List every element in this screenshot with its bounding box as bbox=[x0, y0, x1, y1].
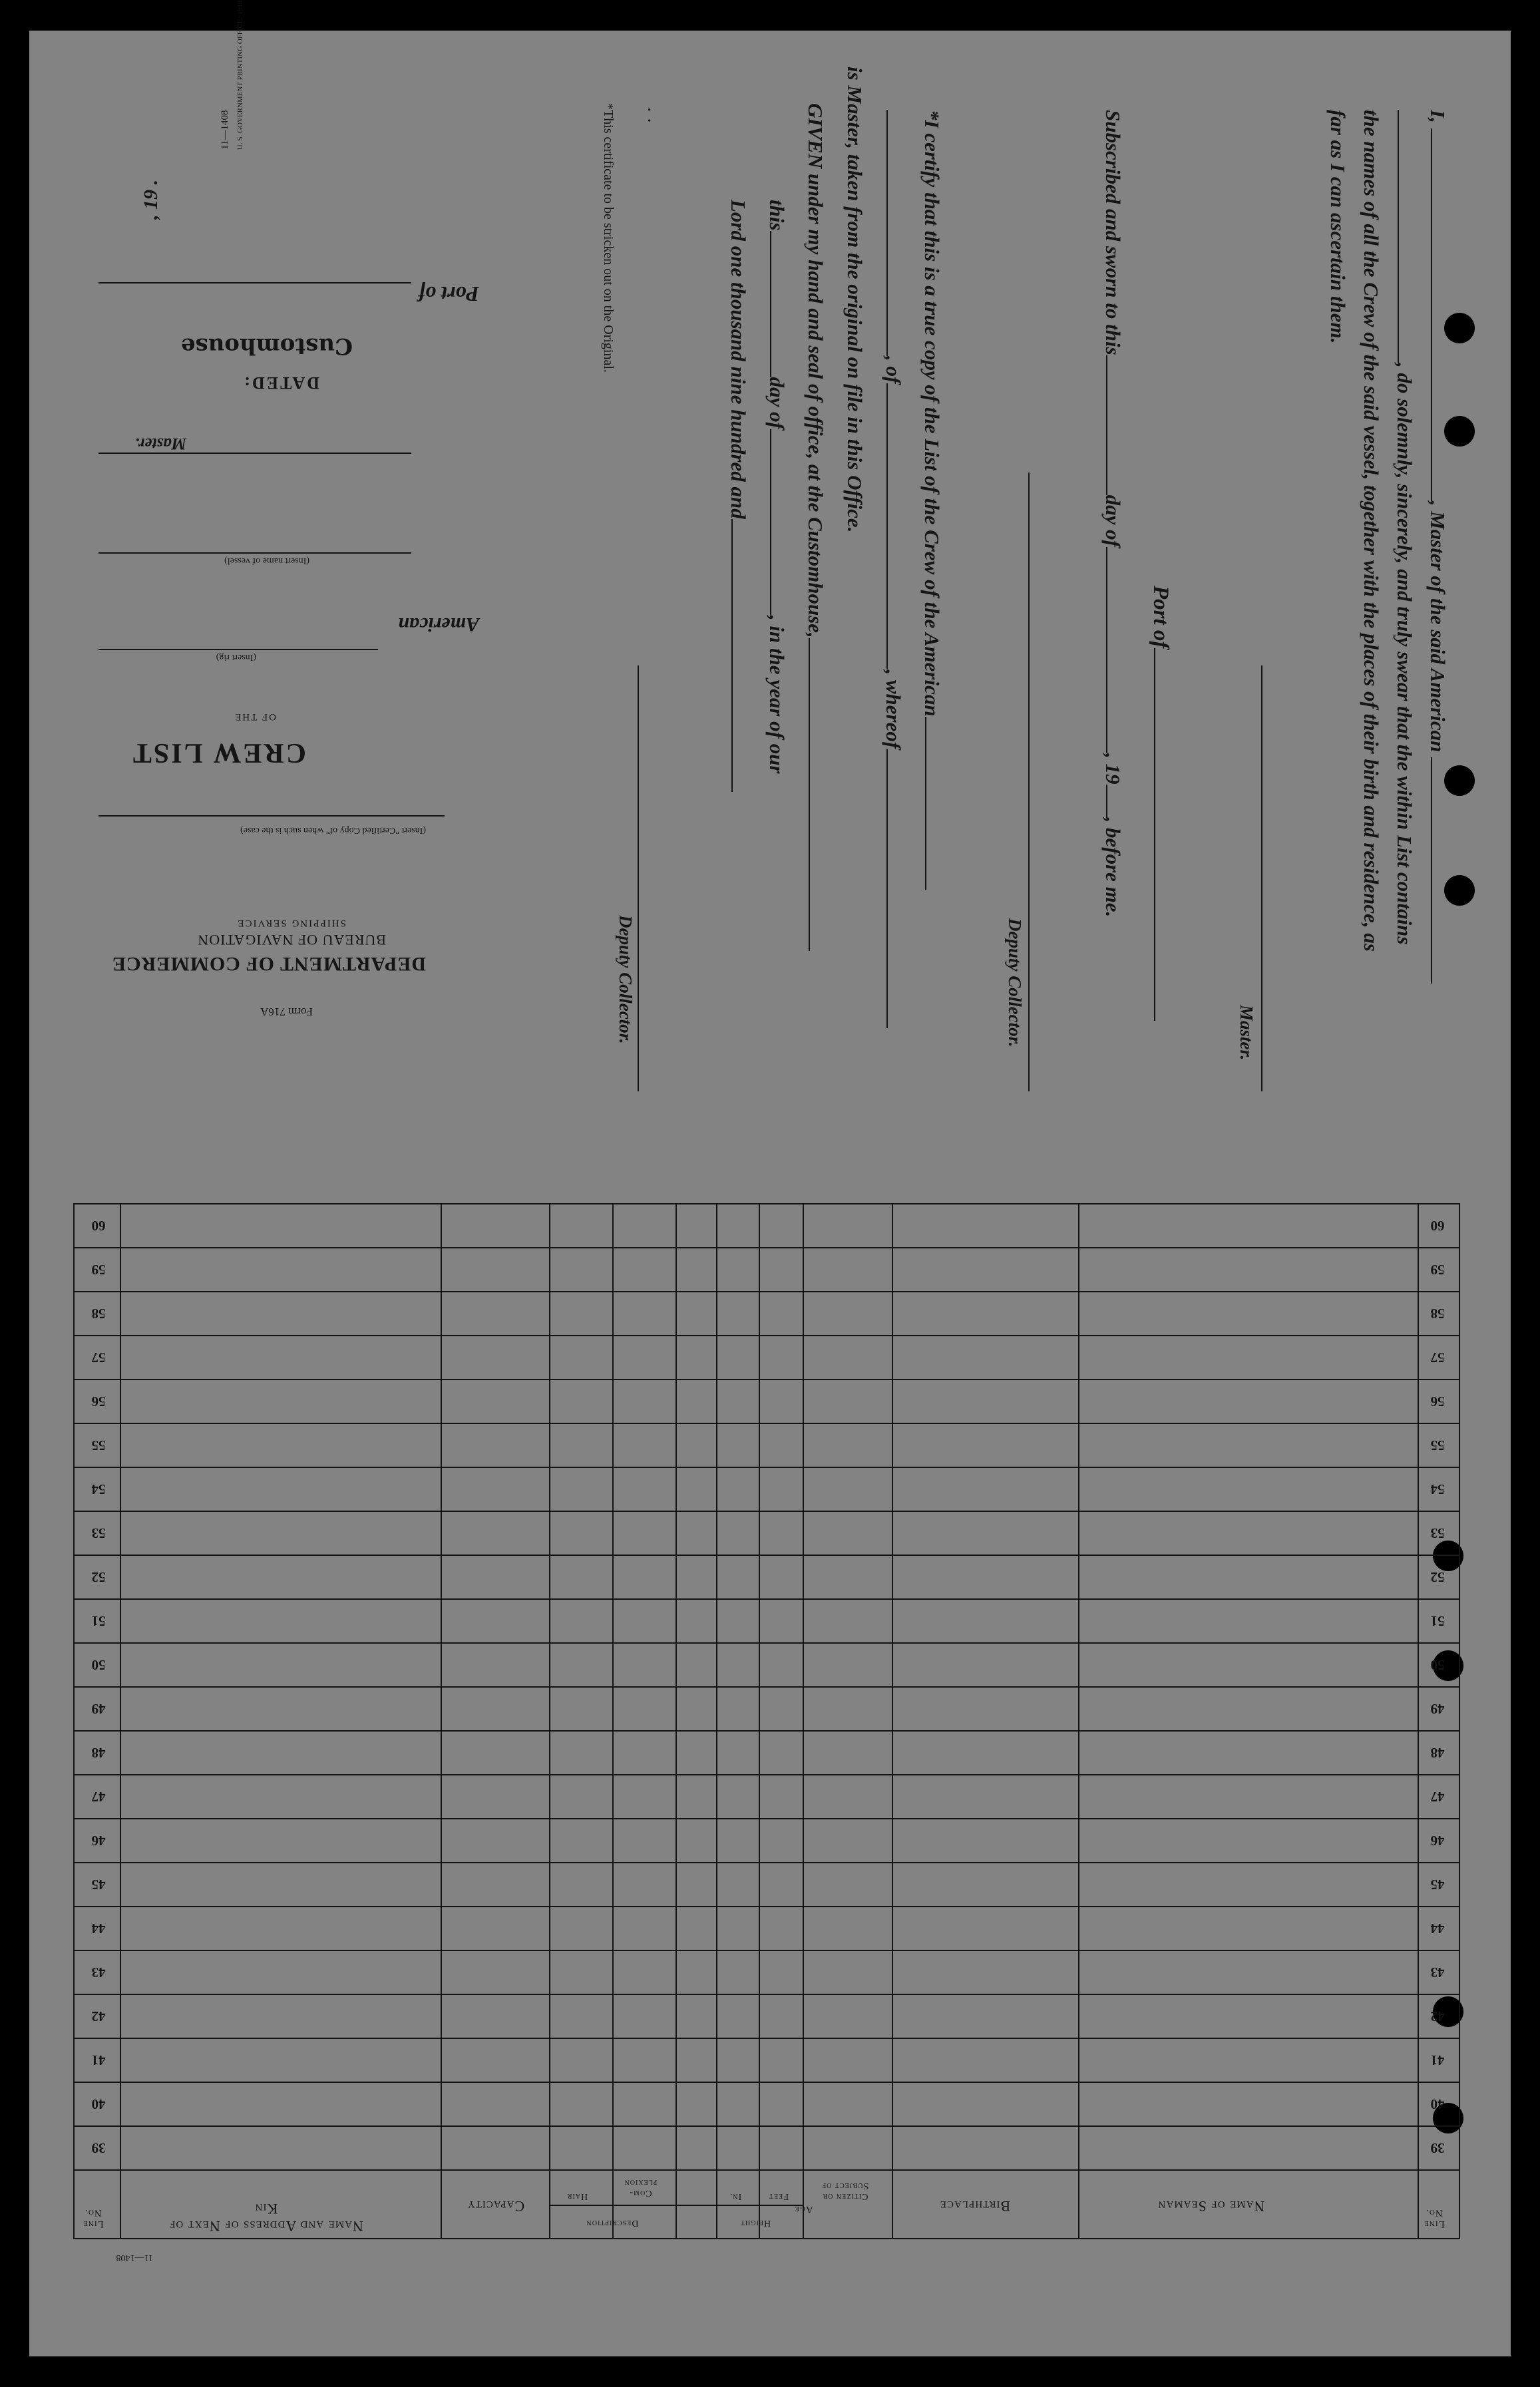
cover-american: American bbox=[398, 614, 479, 636]
table-row-line bbox=[73, 1467, 1460, 1468]
cover-insert-vessel: (Insert name of vessel) bbox=[224, 556, 309, 566]
cover-year: , 19 . bbox=[140, 180, 162, 220]
cert-deputy-signature-line bbox=[638, 665, 639, 1091]
table-row-line bbox=[73, 1335, 1460, 1336]
row-number-left: 40 bbox=[91, 2096, 106, 2112]
table-row-line bbox=[73, 1247, 1460, 1248]
row-number-left: 43 bbox=[91, 1964, 106, 1980]
table-row-line bbox=[73, 1818, 1460, 1819]
row-number-right: 54 bbox=[1430, 1481, 1445, 1497]
row-number-left: 46 bbox=[91, 1833, 106, 1849]
row-number-right: 39 bbox=[1430, 2140, 1445, 2156]
table-row-line bbox=[73, 1423, 1460, 1424]
row-number-right: 44 bbox=[1430, 1921, 1445, 1936]
row-number-right: 42 bbox=[1430, 2008, 1445, 2024]
table-row-line bbox=[73, 1994, 1460, 1995]
row-number-left: 53 bbox=[91, 1525, 106, 1541]
row-number-right: 49 bbox=[1430, 1701, 1445, 1717]
pencil-mark: · · bbox=[638, 106, 659, 124]
cover-form-id: 11—1408 bbox=[220, 110, 230, 150]
row-number-left: 60 bbox=[91, 1218, 106, 1234]
cert-line-6: Lord one thousand nine hundred and bbox=[726, 200, 750, 792]
cover-rig-line bbox=[98, 649, 378, 650]
cover-dated: DATED: bbox=[242, 373, 319, 393]
cover-master-line bbox=[98, 453, 411, 454]
row-number-right: 59 bbox=[1430, 1262, 1445, 1278]
cover-certified-line bbox=[98, 815, 445, 817]
row-number-right: 55 bbox=[1430, 1437, 1445, 1453]
row-number-left: 56 bbox=[91, 1393, 106, 1409]
cover-vessel-line bbox=[98, 552, 411, 554]
cover-title: CREW LIST bbox=[130, 737, 306, 768]
row-number-left: 47 bbox=[91, 1789, 106, 1805]
oath-swear: , do solemnly, sincerely, and truly swear that the within List contains bbox=[1393, 363, 1416, 945]
row-number-right: 47 bbox=[1430, 1789, 1445, 1805]
row-number-left: 55 bbox=[91, 1437, 106, 1453]
row-number-right: 48 bbox=[1430, 1745, 1445, 1761]
header-next-of-kin: Name and Address of Next of Kin bbox=[169, 2201, 363, 2235]
crew-table bbox=[73, 1203, 1460, 2239]
table-row-line bbox=[73, 1555, 1460, 1556]
oath-master-signature-line bbox=[1261, 665, 1262, 1091]
header-age: Age bbox=[794, 2204, 813, 2215]
header-line-no-left: Line No. bbox=[83, 2207, 104, 2229]
row-number-right: 50 bbox=[1430, 1657, 1445, 1673]
oath-master-said: , Master of the said American bbox=[1426, 500, 1449, 753]
row-number-left: 41 bbox=[91, 2052, 106, 2068]
oath-line-3: the names of all the Crew of the said vessel, together with the places of their birth and residence, as bbox=[1360, 110, 1383, 952]
oath-master-label: Master. bbox=[1237, 1005, 1256, 1061]
oath-subscribed: Subscribed and sworn to thisday of, 19, before me. bbox=[1101, 110, 1125, 918]
table-row-line bbox=[73, 1291, 1460, 1292]
oath-deputy-label: Deputy Collector. bbox=[1005, 918, 1025, 1047]
oath-line-4: far as I can ascertain them. bbox=[1326, 110, 1350, 344]
cert-deputy-label: Deputy Collector. bbox=[616, 915, 636, 1044]
cert-line-3: is Master, taken from the original on file in this Office. bbox=[843, 67, 866, 533]
cover-insert-rig: (Insert rig) bbox=[216, 652, 256, 662]
row-number-left: 49 bbox=[91, 1701, 106, 1717]
header-complexion: Com- plexion bbox=[624, 2177, 658, 2198]
oath-deputy-signature-line bbox=[1028, 472, 1030, 1091]
cover-of-the: OF THE bbox=[234, 711, 276, 722]
table-row-line bbox=[73, 1730, 1460, 1732]
row-number-left: 50 bbox=[91, 1657, 106, 1673]
table-row-line bbox=[73, 1598, 1460, 1600]
table-row-line bbox=[73, 1774, 1460, 1775]
row-number-left: 45 bbox=[91, 1877, 106, 1893]
table-row-line bbox=[73, 1862, 1460, 1863]
oath-line-1 bbox=[1426, 110, 1449, 984]
header-feet: Feet bbox=[768, 2191, 789, 2201]
cover-port-underline bbox=[98, 282, 411, 283]
row-number-right: 43 bbox=[1430, 1964, 1445, 1980]
oath-line-2 bbox=[1392, 110, 1416, 944]
cover-service: SHIPPING SERVICE bbox=[236, 918, 346, 928]
oath-port-of: Port of bbox=[1148, 586, 1173, 1021]
bottom-form-id: 11—1408 bbox=[116, 2253, 153, 2263]
row-number-left: 57 bbox=[91, 1350, 106, 1366]
header-height: Height bbox=[739, 2218, 771, 2228]
header-hair: Hair bbox=[566, 2191, 588, 2201]
header-capacity: Capacity bbox=[467, 2198, 525, 2215]
cover-printer: U. S. GOVERNMENT PRINTING OFFICE: 1918 bbox=[236, 0, 244, 150]
cover-department: DEPARTMENT OF COMMERCE bbox=[111, 953, 426, 975]
row-number-right: 56 bbox=[1430, 1393, 1445, 1409]
table-row-line bbox=[73, 2125, 1460, 2127]
header-line-no-right: Line No. bbox=[1424, 2207, 1445, 2229]
row-number-right: 52 bbox=[1430, 1569, 1445, 1585]
header-birthplace: Birthplace bbox=[939, 2198, 1011, 2215]
row-number-left: 52 bbox=[91, 1569, 106, 1585]
row-number-right: 46 bbox=[1430, 1833, 1445, 1849]
table-row-line bbox=[73, 1950, 1460, 1951]
cert-line-2: , of, whereof bbox=[881, 110, 905, 1028]
table-row-line bbox=[73, 2038, 1460, 2039]
cover-form-number: Form 716A bbox=[260, 1006, 313, 1018]
cert-line-5: thisday of, in the year of our bbox=[765, 200, 789, 774]
row-number-left: 42 bbox=[91, 2008, 106, 2024]
header-description: Description bbox=[586, 2218, 639, 2228]
row-number-left: 51 bbox=[91, 1613, 106, 1629]
table-row-line bbox=[73, 1686, 1460, 1688]
row-number-right: 40 bbox=[1430, 2096, 1445, 2112]
cert-line-1: *I certify that this is a true copy of the List of the Crew of the American bbox=[920, 110, 944, 890]
row-number-right: 53 bbox=[1430, 1525, 1445, 1541]
table-row-line bbox=[73, 1906, 1460, 1907]
cover-customhouse: Customhouse bbox=[180, 333, 353, 359]
header-name-of-seaman: Name of Seaman bbox=[1157, 2198, 1265, 2215]
row-number-left: 54 bbox=[91, 1481, 106, 1497]
cert-line-4: GIVEN under my hand and seal of office, at the Customhouse, bbox=[803, 103, 827, 951]
header-inches: In. bbox=[729, 2191, 742, 2201]
table-row-line bbox=[73, 1379, 1460, 1380]
table-row-line bbox=[73, 1511, 1460, 1512]
cover-port-of: Port of bbox=[418, 282, 479, 306]
row-number-right: 58 bbox=[1430, 1306, 1445, 1322]
cover-master: Master. bbox=[134, 435, 186, 453]
cover-bureau: BUREAU OF NAVIGATION bbox=[197, 932, 386, 948]
oath-i: I, bbox=[1426, 110, 1449, 123]
row-number-left: 58 bbox=[91, 1306, 106, 1322]
row-number-left: 59 bbox=[91, 1262, 106, 1278]
row-number-right: 57 bbox=[1430, 1350, 1445, 1366]
row-number-right: 45 bbox=[1430, 1877, 1445, 1893]
cert-footnote: *This certificate to be stricken out on the Original. bbox=[601, 103, 616, 373]
table-row-line bbox=[73, 2169, 1460, 2171]
row-number-left: 44 bbox=[91, 1921, 106, 1936]
row-number-left: 39 bbox=[91, 2140, 106, 2156]
row-number-right: 60 bbox=[1430, 1218, 1445, 1234]
row-number-left: 48 bbox=[91, 1745, 106, 1761]
row-number-right: 41 bbox=[1430, 2052, 1445, 2068]
row-number-right: 51 bbox=[1430, 1613, 1445, 1629]
table-row-line bbox=[73, 1642, 1460, 1644]
table-row-line bbox=[73, 2082, 1460, 2083]
header-citizen: Citizen or Subject of bbox=[821, 2181, 869, 2201]
cover-certified-note: (Insert "Certified Copy of" when such is the case) bbox=[240, 825, 426, 835]
